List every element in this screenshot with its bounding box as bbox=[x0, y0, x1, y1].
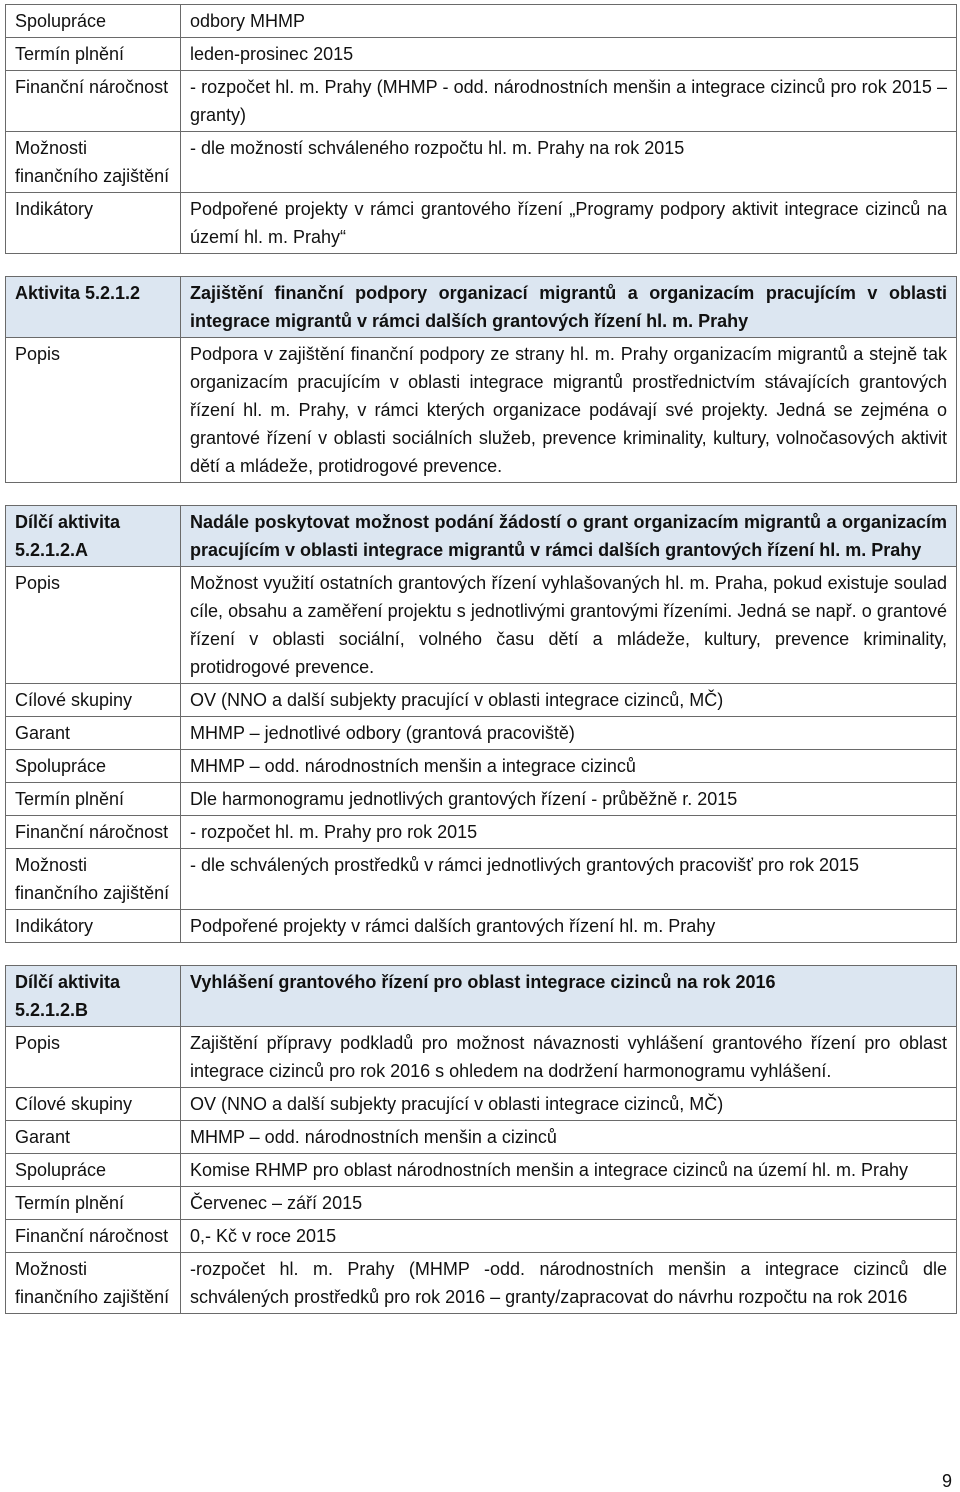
table-row bbox=[6, 849, 957, 910]
table-row bbox=[6, 338, 957, 483]
table-row bbox=[6, 193, 957, 254]
row-label: Spolupráce bbox=[6, 750, 181, 783]
row-value: Červenec – září 2015 bbox=[181, 1187, 957, 1220]
row-label: Finanční náročnost bbox=[6, 1220, 181, 1253]
subactivity-id: Dílčí aktivita 5.2.1.2.A bbox=[6, 506, 181, 567]
table-row bbox=[6, 567, 957, 684]
activity-title: Zajištění finanční podpory organizací migrantů a organizacím pracujícím v oblasti integrace migrantů v rámci dalších grantových řízení hl. m. Prahy bbox=[181, 277, 957, 338]
row-label: Popis bbox=[6, 338, 181, 483]
row-value: MHMP – odd. národnostních menšin a integrace cizinců bbox=[181, 750, 957, 783]
subactivity-table-5-2-1-2-a bbox=[5, 505, 957, 943]
row-value: odbory MHMP bbox=[181, 5, 957, 38]
row-value: - rozpočet hl. m. Prahy (MHMP - odd. národnostních menšin a integrace cizinců pro rok 2015 – granty) bbox=[181, 71, 957, 132]
row-label: Garant bbox=[6, 1121, 181, 1154]
row-value: - rozpočet hl. m. Prahy pro rok 2015 bbox=[181, 816, 957, 849]
row-label: Možnosti finančního zajištění bbox=[6, 1253, 181, 1314]
row-value: leden-prosinec 2015 bbox=[181, 38, 957, 71]
table-row bbox=[6, 750, 957, 783]
row-label: Popis bbox=[6, 567, 181, 684]
row-value: MHMP – odd. národnostních menšin a cizinců bbox=[181, 1121, 957, 1154]
table-row bbox=[6, 1088, 957, 1121]
row-label: Indikátory bbox=[6, 910, 181, 943]
row-label: Spolupráce bbox=[6, 5, 181, 38]
row-value: - dle možností schváleného rozpočtu hl. m. Prahy na rok 2015 bbox=[181, 132, 957, 193]
row-value: Dle harmonogramu jednotlivých grantových řízení - průběžně r. 2015 bbox=[181, 783, 957, 816]
row-label: Cílové skupiny bbox=[6, 684, 181, 717]
row-label: Termín plnění bbox=[6, 1187, 181, 1220]
row-value: Možnost využití ostatních grantových řízení vyhlašovaných hl. m. Praha, pokud existuje soulad cíle, obsahu a zaměření projektu s jednotlivými grantovými řízeními. Jedná se např. o grantové řízení v oblasti sociální, volného času dětí a mládeže, kultury, prevence kriminality, protidrogové prevence. bbox=[181, 567, 957, 684]
document-page bbox=[5, 4, 955, 1314]
row-label: Finanční náročnost bbox=[6, 71, 181, 132]
page-number: 9 bbox=[941, 1471, 952, 1491]
table-row bbox=[6, 132, 957, 193]
table-row bbox=[6, 1154, 957, 1187]
table-row bbox=[6, 1220, 957, 1253]
row-value: Podpora v zajištění finanční podpory ze strany hl. m. Prahy organizacím migrantů a stejně tak organizacím pracujícím v oblasti integrace migrantů prostřednictvím stávajících grantových řízení hl. m. Prahy, v rámci kterých organizace podávají své projekty. Jedná se zejména o grantové řízení v oblasti sociálních služeb, prevence kriminality, kultury, volnočasových aktivit dětí a mládeže, protidrogové prevence. bbox=[181, 338, 957, 483]
table-row bbox=[6, 1187, 957, 1220]
row-label: Termín plnění bbox=[6, 38, 181, 71]
table-row bbox=[6, 38, 957, 71]
subactivity-table-5-2-1-2-b bbox=[5, 965, 957, 1314]
row-value: OV (NNO a další subjekty pracující v oblasti integrace cizinců, MČ) bbox=[181, 684, 957, 717]
row-value: - dle schválených prostředků v rámci jednotlivých grantových pracovišť pro rok 2015 bbox=[181, 849, 957, 910]
table-row bbox=[6, 816, 957, 849]
activity-table-5-2-1-2 bbox=[5, 276, 957, 483]
table-row bbox=[6, 717, 957, 750]
row-label: Termín plnění bbox=[6, 783, 181, 816]
row-value: MHMP – jednotlivé odbory (grantová pracoviště) bbox=[181, 717, 957, 750]
activity-table-continued bbox=[5, 4, 957, 254]
table-row bbox=[6, 71, 957, 132]
table-row bbox=[6, 684, 957, 717]
row-value: Podpořené projekty v rámci grantového řízení „Programy podpory aktivit integrace cizinců na území hl. m. Prahy“ bbox=[181, 193, 957, 254]
subactivity-header-row bbox=[6, 966, 957, 1027]
table-row bbox=[6, 5, 957, 38]
activity-id: Aktivita 5.2.1.2 bbox=[6, 277, 181, 338]
row-value: Podpořené projekty v rámci dalších grantových řízení hl. m. Prahy bbox=[181, 910, 957, 943]
row-value: OV (NNO a další subjekty pracující v oblasti integrace cizinců, MČ) bbox=[181, 1088, 957, 1121]
table-row bbox=[6, 910, 957, 943]
table-row bbox=[6, 1121, 957, 1154]
row-label: Cílové skupiny bbox=[6, 1088, 181, 1121]
row-label: Možnosti finančního zajištění bbox=[6, 132, 181, 193]
row-label: Možnosti finančního zajištění bbox=[6, 849, 181, 910]
row-label: Indikátory bbox=[6, 193, 181, 254]
row-value: 0,- Kč v roce 2015 bbox=[181, 1220, 957, 1253]
activity-header-row bbox=[6, 277, 957, 338]
subactivity-id: Dílčí aktivita 5.2.1.2.B bbox=[6, 966, 181, 1027]
row-label: Finanční náročnost bbox=[6, 816, 181, 849]
table-row bbox=[6, 1027, 957, 1088]
row-value: -rozpočet hl. m. Prahy (MHMP -odd. národnostních menšin a integrace cizinců dle schválených prostředků pro rok 2016 – granty/zapracovat do návrhu rozpočtu na rok 2016 bbox=[181, 1253, 957, 1314]
table-row bbox=[6, 783, 957, 816]
row-label: Popis bbox=[6, 1027, 181, 1088]
subactivity-title: Nadále poskytovat možnost podání žádostí o grant organizacím migrantů a organizacím pracujícím v oblasti integrace migrantů v rámci dalších grantových řízení hl. m. Prahy bbox=[181, 506, 957, 567]
row-label: Spolupráce bbox=[6, 1154, 181, 1187]
table-row bbox=[6, 1253, 957, 1314]
row-value: Zajištění přípravy podkladů pro možnost návaznosti vyhlášení grantového řízení pro oblast integrace cizinců pro rok 2016 s ohledem na dodržení harmonogramu vyhlášení. bbox=[181, 1027, 957, 1088]
row-value: Komise RHMP pro oblast národnostních menšin a integrace cizinců na území hl. m. Prahy bbox=[181, 1154, 957, 1187]
row-label: Garant bbox=[6, 717, 181, 750]
subactivity-header-row bbox=[6, 506, 957, 567]
subactivity-title: Vyhlášení grantového řízení pro oblast integrace cizinců na rok 2016 bbox=[181, 966, 957, 1027]
